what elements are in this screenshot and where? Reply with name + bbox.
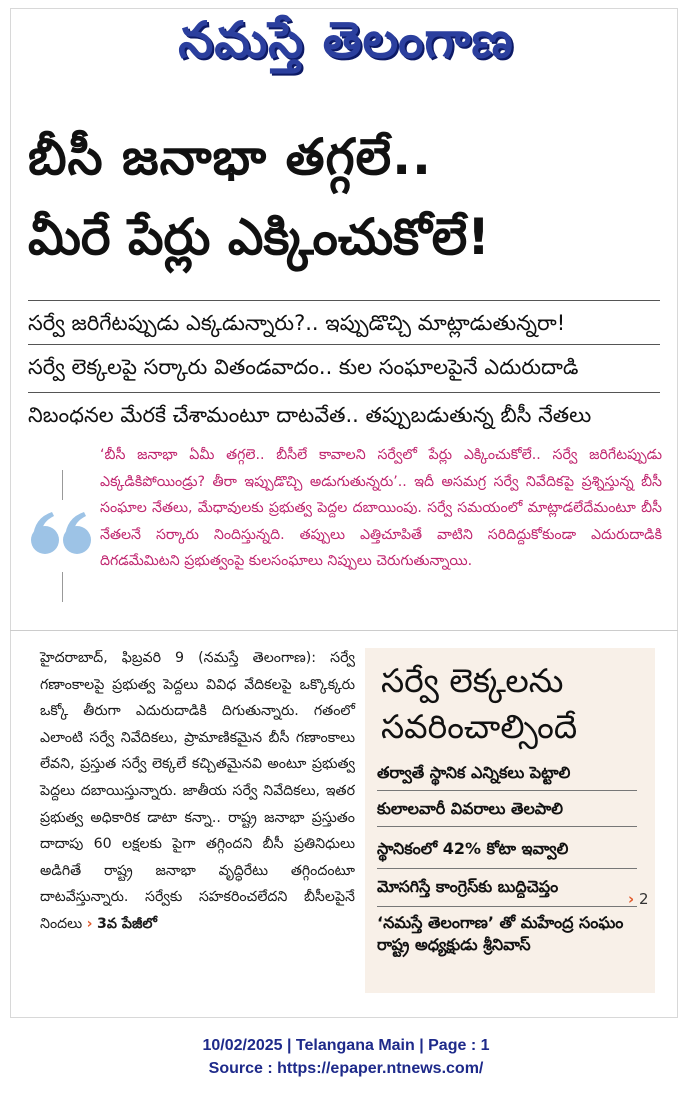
divider — [377, 790, 637, 791]
sidebar-box-title — [381, 658, 651, 750]
sidebar-interview-note: ‘నమస్తే తెలంగాణ’ తో మహేంద్ర సంఘం రాష్ట్ర అధ్యక్షుడు శ్రీనివాస్ — [377, 913, 624, 954]
sidebar-point: కులాలవారీ వివరాలు తెలపాలి — [377, 799, 564, 818]
quote-rule-bottom — [62, 572, 63, 602]
headline-line-1: బీసీ జనాభా తగ్గలే.. — [28, 128, 433, 186]
sidebar-point: తర్వాతే స్థానిక ఎన్నికలు పెట్టాలి — [377, 763, 571, 782]
divider — [28, 344, 660, 345]
continue-arrow-icon: › — [628, 890, 635, 908]
divider — [377, 826, 637, 827]
subhead-1: సర్వే జరిగేటప్పుడు ఎక్కడున్నారు?.. ఇప్పుడొచ్చి మాట్లాడుతున్నరా! — [28, 311, 566, 335]
story-intro: ‘బీసీ జనాభా ఏమీ తగ్గలె.. బీసీలే కావాలని సర్వేలో పేర్లు ఎక్కించుకోలే.. సర్వే జరిగేటప్పుడు ఎక్కడికిపోయిండ్రు? తీరా ఇప్పుడొచ్చి అడుగుతున్నరు’.. ఇదీ అసమగ్ర సర్వే నివేదికపై ప్రశ్నిస్తున్న బీసీ సంఘాల నేతలు, మేధావులకు ప్రభుత్వ పెద్దల దబాయింపు. సర్వే సమయంలో మాట్లాడలేదేమంటూ బీసీ నేతలనే సర్కారు నిందిస్తున్నది. తప్పులు ఎత్తిచూపితే వాటిని సరిదిద్దుకోకుండా ఎదురుదాడికి దిగడమేమిటని ప్రభుత్వంపై కులసంఘాలు నిప్పులు చెరుగుతున్నాయి. — [100, 447, 662, 569]
divider — [28, 392, 660, 393]
divider — [377, 906, 637, 907]
quote-rule-top — [62, 470, 63, 500]
footer-edition-info: 10/02/2025 | Telangana Main | Page : 1 — [202, 1037, 490, 1054]
subhead-3: నిబంధనల మేరకే చేశామంటూ దాటవేత.. తప్పుబడుతున్న బీసీ నేతలు — [28, 403, 592, 427]
sidebar-title-line-1: సర్వే లెక్కలను — [381, 661, 564, 700]
subhead-2: సర్వే లెక్కలపై సర్కారు వితండవాదం.. కుల సంఘాలపైనే ఎదురుదాడి — [28, 355, 579, 379]
story-body — [40, 645, 355, 938]
divider — [10, 630, 678, 631]
footer-source[interactable]: Source : https://epaper.ntnews.com/ — [208, 1060, 484, 1077]
divider — [377, 868, 637, 869]
sidebar-box — [365, 648, 655, 993]
quote-marks-icon — [28, 500, 98, 570]
sidebar-title-line-2: సవరించాల్సిందే — [381, 707, 578, 746]
body-text: హైదరాబాద్, ఫిబ్రవరి 9 (నమస్తే తెలంగాణ): సర్వే గణాంకాలపై ప్రభుత్వ పెద్దలు వివిధ వేదికలపై ఒక్కొక్కరు ఒక్కో తీరుగా ఎదురుదాడికి దిగుతున్నారు. గతంలో ఎలాంటి సర్వే నివేదికలు, ప్రామాణికమైన బీసీ గణాంకాలు లేవని, ప్రస్తుత సర్వే లెక్కలే కచ్చితమైనవి అంటూ ప్రభుత్వ పెద్దలు దబాయిస్తున్నారు. జాతీయ సర్వే నివేదికలు, ఇతర ప్రభుత్వ అధికారిక డాటా కన్నా.. రాష్ట్ర జనాభా ప్రస్తుతం దాదాపు 60 లక్షలకు పైగా తగ్గిందని బీసీ ప్రతినిధులు అడిగితే రాష్ట్ర జనాభా వృద్ధిరేటు తగ్గిందంటూ దాటవేస్తున్నారు. సర్వేకు సహకరించలేదని బీసీలపైనే నిందలు — [40, 650, 355, 932]
newspaper-masthead: నమస్తే తెలంగాణ — [178, 10, 514, 69]
sidebar-point: స్థానికంలో 42% కోటా ఇవ్వాలి — [377, 839, 569, 858]
headline-line-2: మీరే పేర్లు ఎక్కించుకోలే! — [28, 208, 490, 266]
continued-on-page-link[interactable]: 3వ పేజీలో — [97, 915, 157, 932]
sidebar-jump-page-number: 2 — [638, 890, 649, 908]
divider — [28, 300, 660, 301]
sidebar-point: మోసగిస్తే కాంగ్రెస్‌కు బుద్ధిచెప్తం — [377, 877, 559, 896]
continue-arrow-icon: › — [86, 915, 93, 932]
sidebar-jump-page[interactable] — [628, 890, 649, 908]
